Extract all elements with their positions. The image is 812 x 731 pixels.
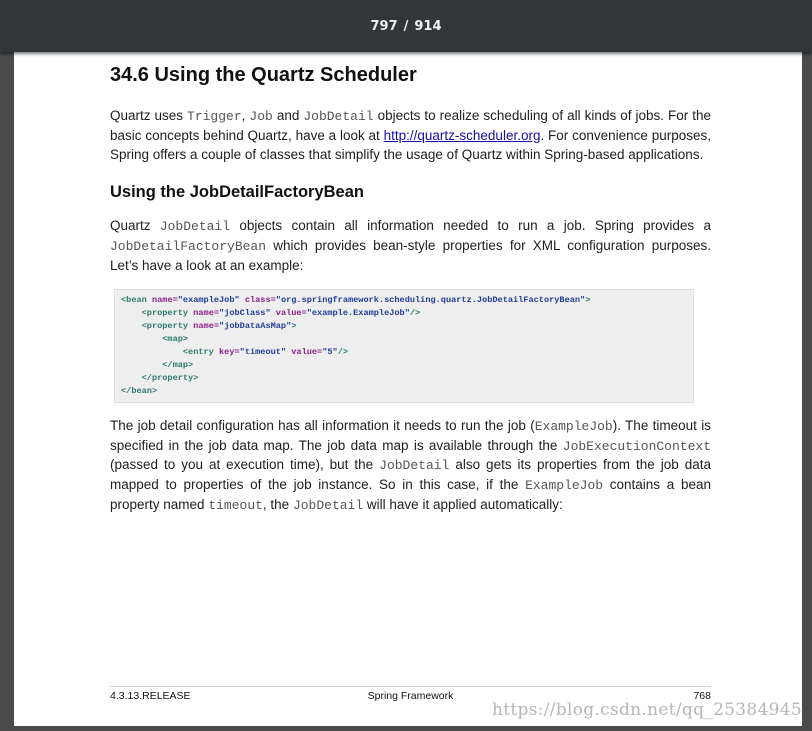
code-line: <property name="jobDataAsMap"> [141, 320, 297, 331]
footer-divider [110, 686, 711, 687]
code-line: <entry key="timeout" value="5"/> [182, 346, 349, 357]
code-line: <map> [162, 333, 189, 344]
code-line: </map> [162, 359, 194, 370]
code-line: <bean name="exampleJob" class="org.springframework.scheduling.quartz.JobDetailFactoryBean"> [121, 294, 591, 305]
page-separator: / [403, 18, 409, 34]
inline-code: JobDetailFactoryBean [110, 239, 267, 255]
intro-paragraph: Quartz uses Trigger, Job and JobDetail objects to realize scheduling of all kinds of jobs. For the basic concepts behind Quartz, have a look at http://quartz-scheduler.org. For convenience purposes, Spring offers a couple of classes that simplify the usage of Quartz within Spring-based applications. [110, 108, 711, 162]
inline-code: JobDetail [292, 497, 364, 513]
code-line: <property name="jobClass" value="example.ExampleJob"/> [141, 307, 421, 318]
code-line: </bean> [121, 385, 158, 396]
inline-code: Job [249, 109, 273, 124]
jobdetail-paragraph: Quartz JobDetail objects contain all information needed to run a job. Spring provides a JobDetailFactoryBean which provides bean-style properties for XML configuration purposes. Let’s have a look at an example: [110, 218, 711, 273]
inline-code: JobDetail [159, 219, 231, 235]
inline-code: JobDetail [379, 458, 450, 474]
inline-code: Trigger [187, 109, 242, 124]
current-page-number[interactable]: 797 [370, 18, 398, 34]
inline-code: ExampleJob [534, 418, 613, 434]
footer-page-number: 768 [693, 690, 711, 702]
inline-code: timeout [208, 497, 263, 513]
section-heading: 34.6 Using the Quartz Scheduler [110, 64, 417, 86]
inline-code: ExampleJob [525, 478, 604, 494]
xml-code-block [114, 289, 694, 403]
footer-version: 4.3.13.RELEASE [110, 690, 191, 702]
inline-code: JobDetail [303, 109, 374, 124]
code-line: </property> [141, 372, 199, 383]
page-content [110, 62, 711, 516]
config-explanation-paragraph: The job detail configuration has all information it needs to run the job (ExampleJob). The timeout is specified in the job data map. The job data map is available through the JobExecutionContext (passed to you at execution time), but the JobDetail also gets its properties from the job data mapped to properties of the job instance. So in this case, if the ExampleJob contains a bean property named timeout, the JobDetail will have it applied automatically: [110, 417, 711, 513]
quartz-link[interactable]: http://quartz-scheduler.org [383, 127, 541, 143]
subsection-heading: Using the JobDetailFactoryBean [110, 183, 364, 202]
watermark: https://blog.csdn.net/qq_25384945 [492, 700, 802, 720]
inline-code: JobExecutionContext [562, 438, 711, 454]
document-page [14, 52, 802, 726]
total-pages: 914 [414, 18, 442, 34]
footer-title: Spring Framework [367, 690, 454, 702]
pdf-viewer-toolbar [0, 0, 812, 52]
